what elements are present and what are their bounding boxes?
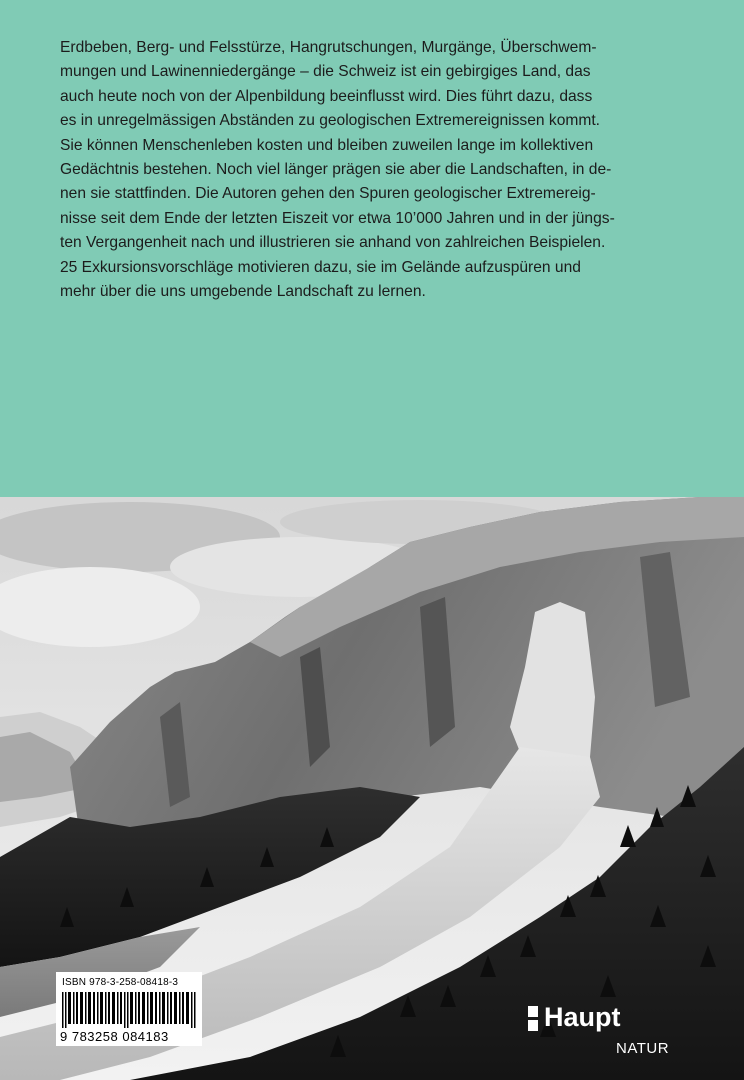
publisher-name: Haupt <box>544 1002 621 1032</box>
blurb-panel <box>0 0 744 497</box>
blurb-line: mehr über die uns umgebende Landschaft zu lernen. <box>60 283 426 301</box>
series-name: NATUR <box>616 1040 670 1057</box>
barcode-digits: 9 783258 084183 <box>60 1029 169 1044</box>
blurb-line: Erdbeben, Berg- und Felsstürze, Hangrutschungen, Murgänge, Überschwem- <box>60 39 597 56</box>
isbn-number: ISBN 978-3-258-08418-3 <box>62 977 179 988</box>
blurb-line: es in unregelmässigen Abständen zu geologischen Extremereignissen kommt. <box>60 112 601 130</box>
blurb-line: mungen und Lawinenniedergänge – die Schweiz ist ein gebirgiges Land, das <box>60 63 591 81</box>
barcode-icon <box>62 992 196 1028</box>
blurb-line: auch heute noch von der Alpenbildung beeinflusst wird. Dies führt dazu, dass <box>60 87 593 105</box>
barcode-label <box>56 972 202 1046</box>
blurb-line: nen sie stattfinden. Die Autoren gehen den Spuren geologischer Extremereig- <box>60 185 596 203</box>
blurb-line: Sie können Menschenleben kosten und bleiben zuweilen lange im kollektiven <box>60 136 594 154</box>
blurb-line: Gedächtnis bestehen. Noch viel länger prägen sie aber die Landschaften, in de- <box>60 161 612 179</box>
haupt-logo-icon <box>528 1006 540 1032</box>
blurb-line: ten Vergangenheit nach und illustrieren sie anhand von zahlreichen Beispielen. <box>60 234 606 252</box>
blurb-line: 25 Exkursionsvorschläge motivieren dazu, sie im Gelände aufzuspüren und <box>60 258 581 276</box>
blurb-text <box>60 36 710 304</box>
blurb-line: nisse seit dem Ende der letzten Eiszeit vor etwa 10’000 Jahren und in der jüngs- <box>60 209 615 227</box>
